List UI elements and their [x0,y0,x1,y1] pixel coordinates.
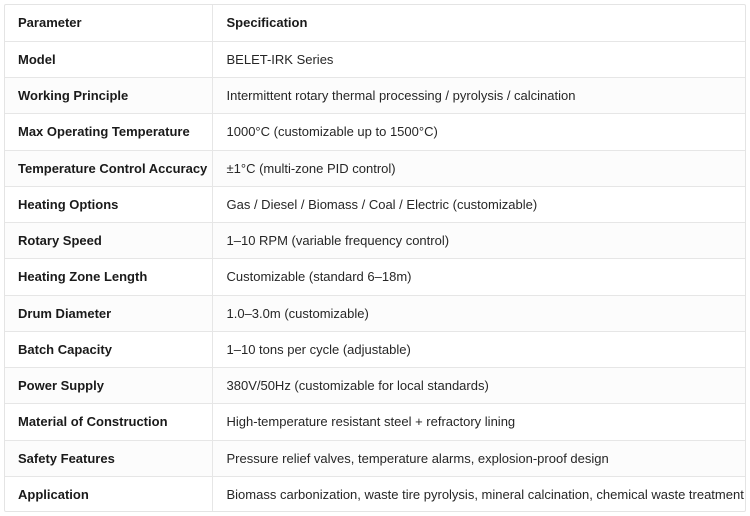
table-row [5,223,746,259]
parameter-cell: Power Supply [5,368,212,404]
table-row [5,78,746,114]
table-row [5,476,746,512]
specification-cell: 1–10 tons per cycle (adjustable) [212,331,746,367]
table-row [5,404,746,440]
table-header-row [5,5,746,41]
specification-cell: Biomass carbonization, waste tire pyrolysis, mineral calcination, chemical waste treatment [226,487,744,503]
table-row [5,295,746,331]
parameter-cell: Rotary Speed [5,223,212,259]
specification-cell: 1–10 RPM (variable frequency control) [212,223,746,259]
specification-table-container [4,4,746,512]
specification-cell: 380V/50Hz (customizable for local standards) [212,368,746,404]
parameter-cell: Max Operating Temperature [5,114,212,150]
parameter-cell: Safety Features [5,440,212,476]
table-row [5,331,746,367]
table-row [5,186,746,222]
parameter-cell: Heating Options [5,186,212,222]
parameter-cell: Batch Capacity [5,331,212,367]
specification-cell: Gas / Diesel / Biomass / Coal / Electric (customizable) [212,186,746,222]
parameter-cell: Heating Zone Length [5,259,212,295]
specification-table [5,5,746,512]
parameter-cell: Material of Construction [5,404,212,440]
header-parameter: Parameter [5,5,212,41]
table-row [5,440,746,476]
table-row [5,114,746,150]
specification-cell: Intermittent rotary thermal processing / pyrolysis / calcination [212,78,746,114]
specification-cell: Pressure relief valves, temperature alarms, explosion-proof design [212,440,746,476]
header-specification: Specification [212,5,746,41]
specification-cell: Customizable (standard 6–18m) [212,259,746,295]
specification-cell: ±1°C (multi-zone PID control) [212,150,746,186]
table-row [5,259,746,295]
parameter-cell: Model [5,41,212,77]
specification-cell: High-temperature resistant steel + refractory lining [212,404,746,440]
specification-cell: 1000°C (customizable up to 1500°C) [212,114,746,150]
parameter-cell: Application [5,476,212,512]
parameter-cell: Working Principle [5,78,212,114]
specification-cell: BELET-IRK Series [212,41,746,77]
table-row [5,368,746,404]
table-row [5,150,746,186]
table-row [5,41,746,77]
parameter-cell: Drum Diameter [5,295,212,331]
parameter-cell: Temperature Control Accuracy [5,150,212,186]
specification-cell: 1.0–3.0m (customizable) [212,295,746,331]
